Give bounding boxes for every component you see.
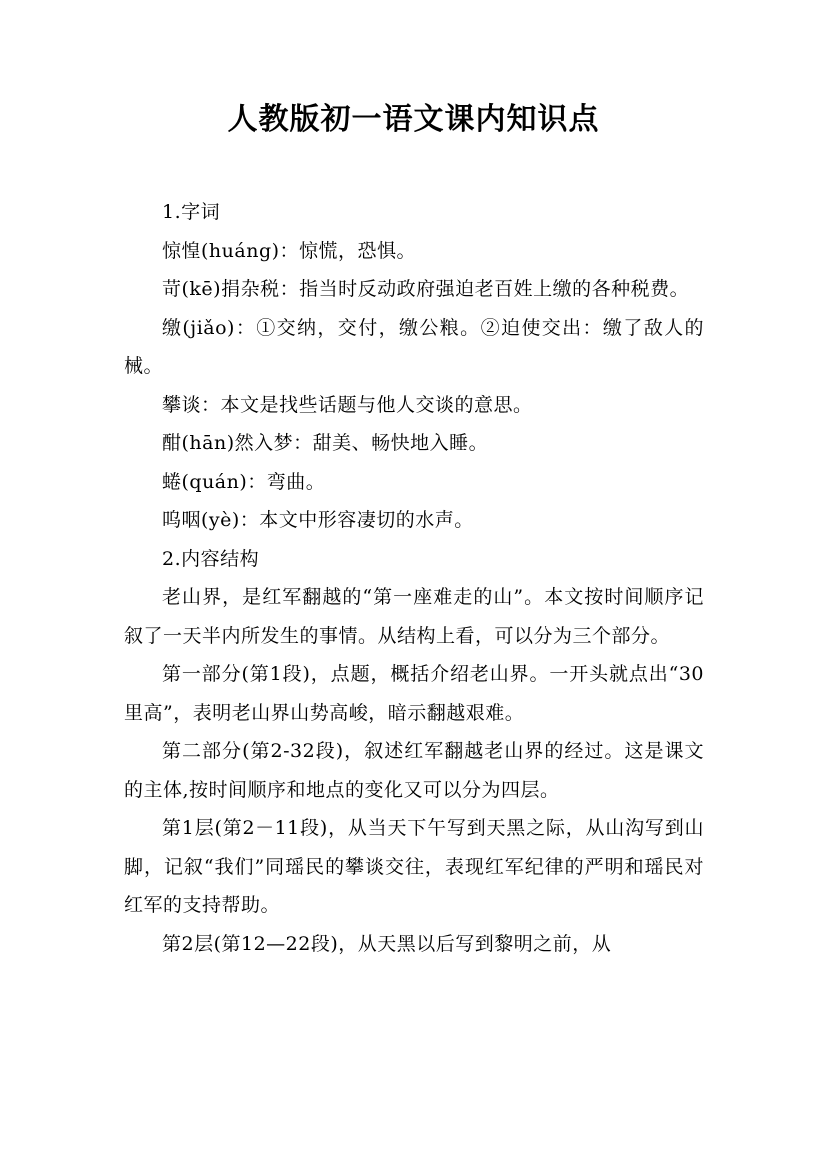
document-title: 人教版初一语文课内知识点 bbox=[227, 102, 600, 137]
paragraph: 惊惶(huáng)：惊慌，恐惧。 bbox=[162, 239, 417, 262]
paragraph: 1.字词 bbox=[162, 201, 221, 223]
paragraph: 缴(jiǎo)：①交纳，交付，缴公粮。②迫使交出：缴了敌人的械。 bbox=[124, 316, 704, 377]
paragraph: 苛(kē)捐杂税：指当时反动政府强迫老百姓上缴的各种税费。 bbox=[162, 278, 690, 300]
paragraph: 第一部分(第1段)，点题，概括介绍老山界。一开头就点出“30里高”，表明老山界山势高峻，暗示翻越艰难。 bbox=[124, 663, 704, 724]
paragraph: 蜷(quán)：弯曲。 bbox=[162, 470, 326, 493]
paragraph: 酣(hān)然入梦：甜美、畅快地入睡。 bbox=[162, 432, 489, 454]
paragraph: 第二部分(第2-32段)，叙述红军翻越老山界的经过。这是课文的主体,按时间顺序和地点的变化又可以分为四层。 bbox=[124, 740, 704, 801]
paragraph: 呜咽(yè)：本文中形容凄切的水声。 bbox=[162, 509, 474, 531]
paragraph: 第2层(第12—22段)，从天黑以后写到黎明之前，从 bbox=[162, 932, 612, 955]
document-body bbox=[124, 193, 704, 963]
paragraph: 2.内容结构 bbox=[162, 547, 260, 570]
paragraph: 老山界，是红军翻越的“第一座难走的山”。本文按时间顺序记叙了一天半内所发生的事情。从结构上看，可以分为三个部分。 bbox=[124, 586, 704, 647]
paragraph: 攀谈：本文是找些话题与他人交谈的意思。 bbox=[162, 393, 533, 416]
paragraph: 第1层(第2－11段)，从当天下午写到天黑之际，从山沟写到山脚，记叙“我们”同瑶民的攀谈交往，表现红军纪律的严明和瑶民对红军的支持帮助。 bbox=[124, 817, 704, 916]
